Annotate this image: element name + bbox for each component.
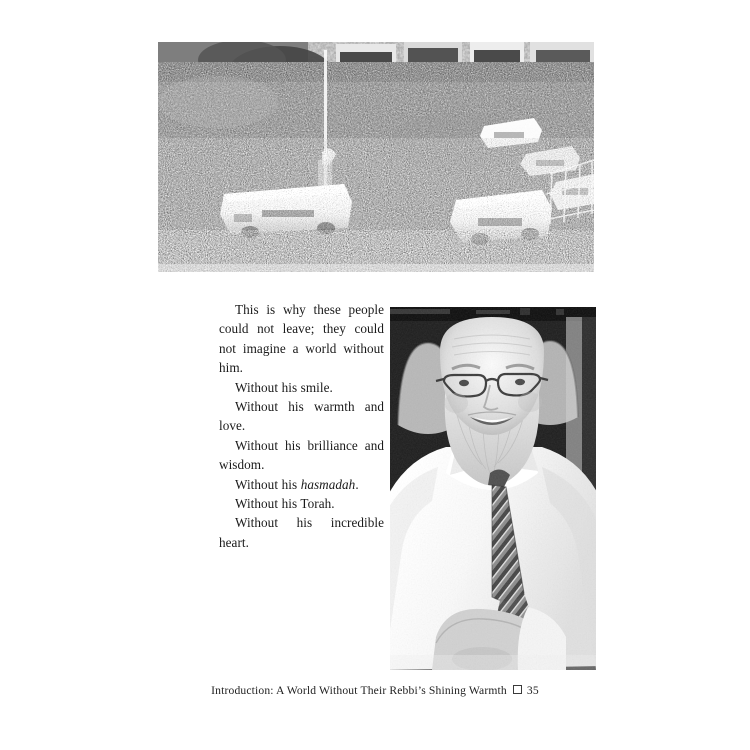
- rabbi-portrait-photograph: [390, 307, 596, 670]
- aerial-crowd-photograph: [158, 42, 594, 272]
- body-text-column: [219, 300, 384, 552]
- paragraph-2: Without his smile.: [235, 379, 333, 395]
- portrait-photo-artwork: [390, 307, 596, 670]
- page-footer: [0, 684, 750, 697]
- paragraph-4: Without his brilliance and wisdom.: [219, 437, 384, 473]
- paragraph-3: Without his warmth and love.: [219, 399, 384, 434]
- page-number: 35: [526, 684, 539, 697]
- paragraph-1: This is why these people could not leave; they could not imagine a world without him.: [219, 302, 384, 376]
- paragraph-7: Without his incredible heart.: [219, 515, 384, 550]
- open-square-icon: [513, 685, 522, 694]
- paragraph-5: [219, 475, 384, 494]
- paragraph-6: Without his Torah.: [235, 496, 335, 512]
- paragraph-5-tail: .: [355, 476, 359, 492]
- paragraph-5-lead: Without his: [235, 476, 301, 492]
- italic-term-hasmadah: hasmadah: [300, 476, 356, 492]
- running-head-text: Introduction: A World Without Their Rebbi’s Shining Warmth: [211, 684, 507, 697]
- crowd-photo-artwork: [158, 42, 594, 272]
